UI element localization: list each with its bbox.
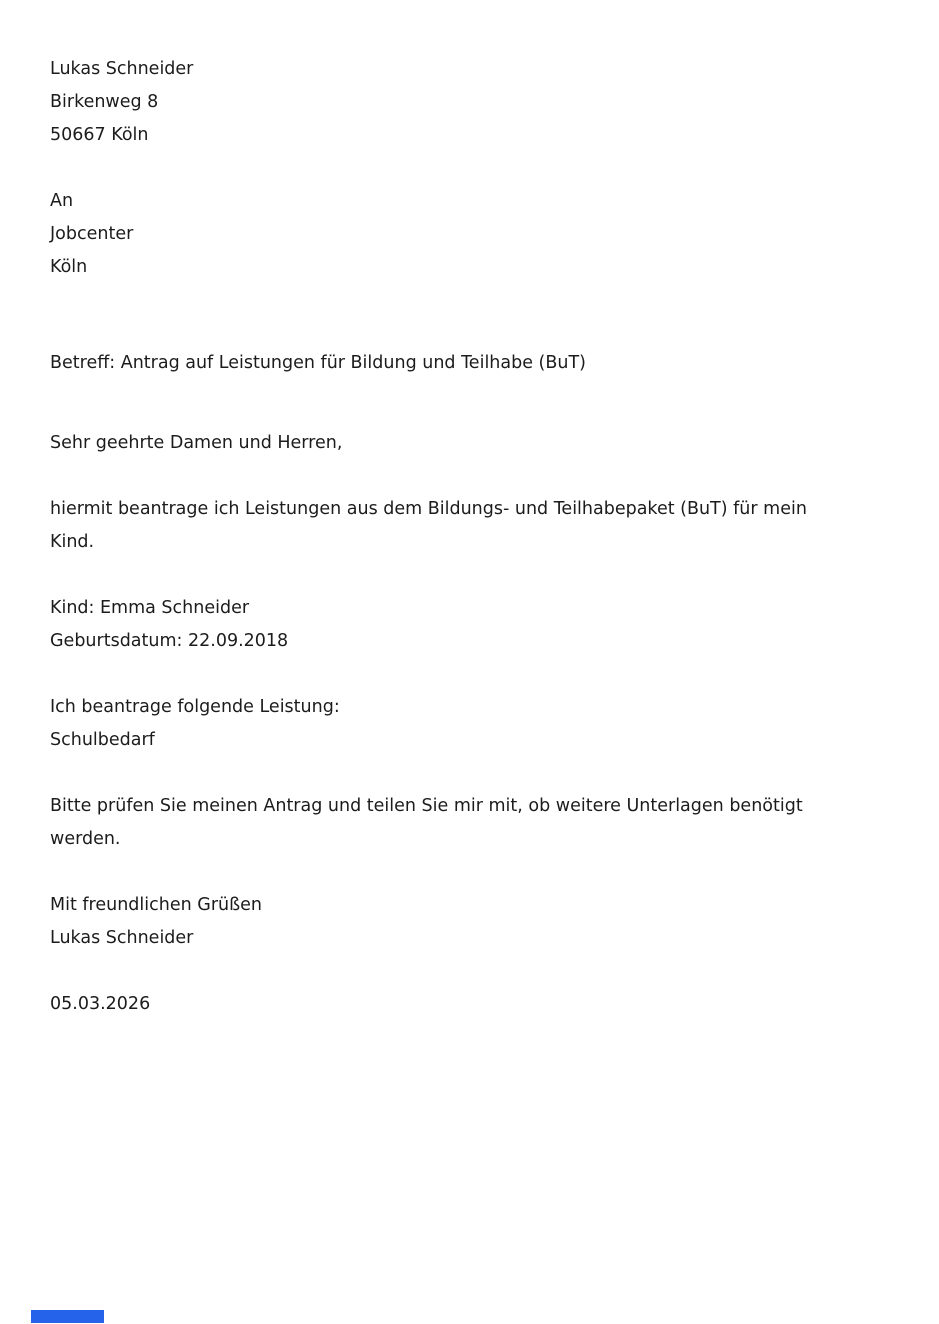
child-name: Kind: Emma Schneider <box>50 598 250 618</box>
signature-name: Lukas Schneider <box>50 928 194 948</box>
salutation: Sehr geehrte Damen und Herren, <box>50 433 343 453</box>
body-paragraph-child-info <box>50 592 889 658</box>
sender-name: Lukas Schneider <box>50 59 194 79</box>
body-paragraph-request: hiermit beantrage ich Leistungen aus dem Bildungs- und Teilhabepaket (BuT) für mein Kind. <box>50 499 807 552</box>
body-paragraph-review-request: Bitte prüfen Sie meinen Antrag und teilen Sie mir mit, ob weitere Unterlagen benötigt werden. <box>50 796 803 849</box>
recipient-address <box>50 185 889 284</box>
closing <box>50 889 889 955</box>
sender-street: Birkenweg 8 <box>50 92 159 112</box>
subject-line: Betreff: Antrag auf Leistungen für Bildung und Teilhabe (BuT) <box>50 353 586 373</box>
date-line: 05.03.2026 <box>50 994 151 1014</box>
child-birthdate: Geburtsdatum: 22.09.2018 <box>50 631 289 651</box>
closing-phrase: Mit freundlichen Grüßen <box>50 895 262 915</box>
blue-bottom-marker <box>31 1310 104 1323</box>
benefit-type: Schulbedarf <box>50 730 155 750</box>
body-paragraph-benefit: Ich beantrage folgende Leistung: Schulbedarf <box>50 691 889 757</box>
recipient-prefix: An <box>50 191 74 211</box>
recipient-name: Jobcenter <box>50 224 134 244</box>
recipient-city: Köln <box>50 257 88 277</box>
sender-address <box>50 53 889 152</box>
sender-city: 50667 Köln <box>50 125 149 145</box>
